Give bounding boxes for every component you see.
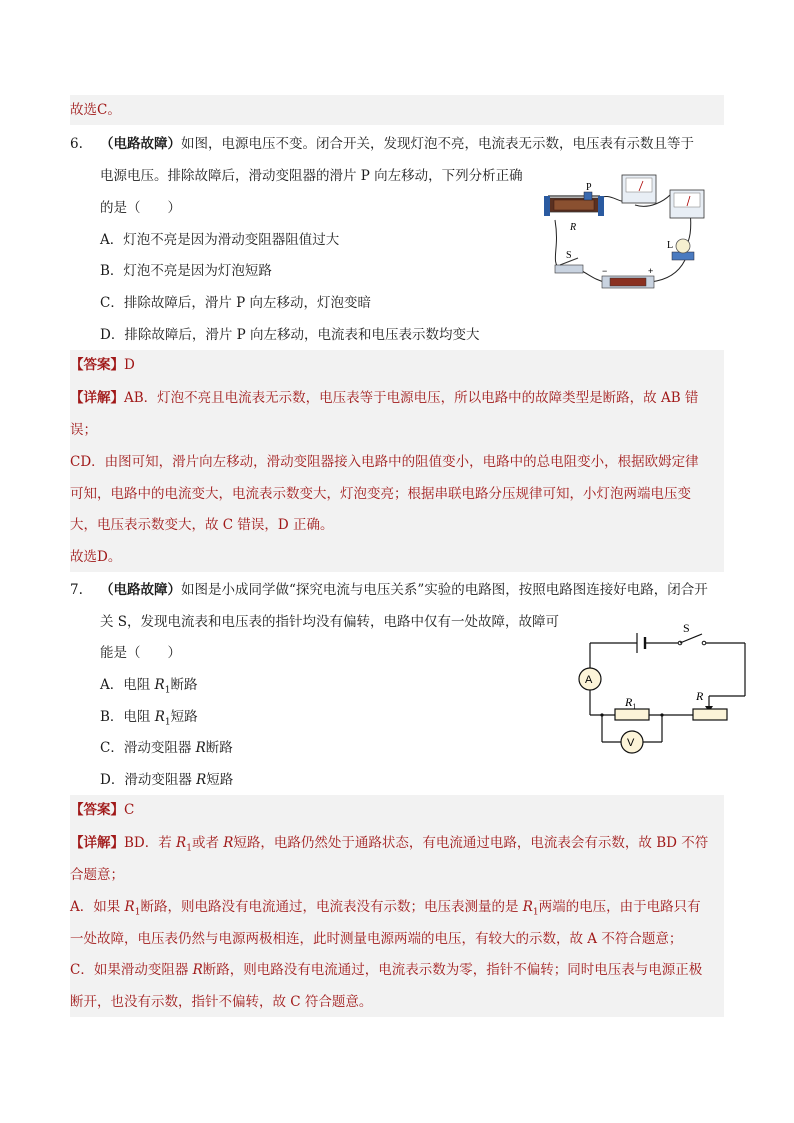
q7-junction: [660, 713, 663, 716]
q7-stem-line2: 关 S，发现电流表和电压表的指针均没有偏转，电路中仅有一处故障，故障可: [100, 614, 560, 630]
q6-label-plus: +: [648, 266, 654, 276]
q6-wire: [555, 220, 560, 270]
q6-answer: [70, 355, 135, 375]
q7-d2-t2: 断路，则电路没有电流通过，电流表没有示数；电压表测量的是: [140, 899, 523, 915]
q7-d3-v1: R: [192, 962, 203, 978]
q7-number: 7.: [70, 582, 83, 598]
q6-battery: [610, 278, 646, 286]
q6-option-d: D．排除故障后，滑片 P 向左移动，电流表和电压表示数均变大: [100, 327, 480, 343]
q7-detail-line5: [70, 960, 702, 980]
q6-option-a: A．灯泡不亮是因为滑动变阻器阻值过大: [100, 232, 340, 248]
q7-label-v: V: [627, 737, 635, 749]
q7-rheostat: [693, 709, 727, 720]
q6-detail-line4: 可知，电路中的电流变大，电流表示数变大，灯泡变亮；根据串联电路分压规律可知，小灯泡两端电压变: [70, 486, 691, 502]
q7-d1-t2: 或者: [191, 835, 224, 851]
q7-option-a-sub: 1: [164, 685, 171, 696]
q6-detail-line2: 误；: [70, 422, 97, 438]
q7-junction: [600, 713, 603, 716]
q6-rheostat-coil: [554, 200, 594, 210]
q7-switch-contact: [702, 641, 706, 645]
q7-d2-v1: R: [124, 899, 135, 915]
q7-d2-t1: A．如果: [70, 899, 125, 915]
q6-option-b: B．灯泡不亮是因为灯泡短路: [100, 263, 272, 279]
top-conclusion: 故选C。: [70, 102, 121, 118]
q7-detail-line3: [70, 897, 701, 923]
q7-label-r1-sub: 1: [632, 702, 637, 711]
q7-d1-t3: 短路，电路仍然处于通路状态，有电流通过电路，电流表会有示数，故 BD 不符: [233, 835, 709, 851]
q6-label-l: L: [667, 240, 674, 251]
q6-detail-line3: CD．由图可知，滑片向左移动，滑动变阻器接入电路中的阻值变小，电路中的总电阻变小，根据欧姆定律: [70, 454, 699, 470]
q6-rheostat-end-left: [544, 196, 550, 216]
q6-detail-1a: AB．灯泡不亮且电流表无示数，电压表等于电源电压，所以电路中的故障类型是断路，故 AB 错: [124, 390, 699, 406]
q7-stem-line3: 能是（ ）: [100, 645, 181, 661]
q7-option-a-var: R: [154, 677, 165, 693]
q7-answer-value: C: [124, 802, 135, 818]
q7-detail-line1: [70, 833, 708, 859]
q7-circuit-figure: [575, 620, 750, 760]
q6-stem-line2: 电源电压。排除故障后，滑动变阻器的滑片 P 向左移动，下列分析正确: [100, 168, 523, 184]
q7-d2-v2: R: [522, 899, 533, 915]
q6-option-c: C．排除故障后，滑片 P 向左移动，灯泡变暗: [100, 295, 371, 311]
q7-stem-text1: 如图是小成同学做“探究电流与电压关系”实验的电路图，按照电路图连接好电路，闭合开: [181, 582, 708, 598]
q6-rheostat-end-right: [598, 196, 604, 216]
q7-detail-line4: 一处故障，电压表仍然与电源两极相连，此时测量电源两端的电压，有较大的示数，故 A 不符合题意；: [70, 931, 683, 947]
q7-label-a: A: [585, 674, 593, 686]
q7-option-a-pre: A．电阻: [100, 677, 155, 693]
q7-d1-v2: R: [223, 835, 234, 851]
q7-answer-label: 【答案】: [70, 802, 124, 818]
q6-stem-line3: 的是（ ）: [100, 200, 181, 216]
q7-detail-label: 【详解】: [70, 835, 124, 851]
q7-option-c: [100, 738, 233, 758]
q7-stem-line1: [100, 580, 708, 600]
q7-option-b-post: 短路: [170, 709, 198, 725]
q7-label-r1: $R_1$: [625, 695, 637, 711]
answer-block-top: [70, 95, 724, 125]
q7-option-b-sub: 1: [164, 717, 171, 728]
q7-d1-v1: R: [176, 835, 187, 851]
q6-bulb: [676, 239, 690, 253]
q6-circuit-figure: [540, 170, 720, 295]
q6-tag: （电路故障）: [100, 136, 181, 152]
q7-d1-s1: 1: [186, 843, 192, 854]
q7-option-b-var: R: [154, 709, 165, 725]
q6-detail-line5: 大，电压表示数变大，故 C 错误，D 正确。: [70, 517, 334, 533]
q7-option-a: [100, 675, 197, 701]
q6-number: 6.: [70, 136, 83, 152]
q7-tag: （电路故障）: [100, 582, 181, 598]
q7-d3-t2: 断路，则电路没有电流通过，电流表示数为零，指针不偏转；同时电压表与电源正极: [202, 962, 703, 978]
q7-switch-blade: [680, 634, 702, 643]
q7-option-d-post: 短路: [206, 772, 234, 788]
q7-option-d-var: R: [196, 772, 207, 788]
q7-detail-line2: 合题意；: [70, 867, 124, 883]
q6-voltmeter-face: [626, 178, 652, 192]
q7-option-c-var: R: [195, 740, 206, 756]
q6-switch-base: [555, 265, 583, 273]
q7-option-d-pre: D．滑动变阻器: [100, 772, 197, 788]
q6-label-p: P: [586, 182, 592, 193]
q6-rheostat-slider: [584, 192, 592, 200]
q7-label-r: R: [696, 689, 704, 703]
q6-stem-text1: 如图，电源电压不变。闭合开关，发现灯泡不亮，电流表无示数，电压表有示数且等于: [181, 136, 694, 152]
q6-detail-label: 【详解】: [70, 390, 124, 406]
q7-detail-line6: 断开，也没有示数，指针不偏转，故 C 符合题意。: [70, 994, 373, 1010]
q6-answer-value: D: [124, 357, 135, 373]
q7-d2-t3: 两端的电压，由于电路只有: [538, 899, 701, 915]
q7-answer: [70, 800, 134, 820]
q7-option-a-post: 断路: [170, 677, 198, 693]
q6-detail-line1: [70, 388, 698, 408]
q7-d1-t1: BD．若: [124, 835, 177, 851]
q6-wire: [650, 260, 685, 282]
q7-label-s: S: [683, 621, 690, 635]
q7-d2-s2: 1: [532, 907, 539, 918]
q7-option-c-pre: C．滑动变阻器: [100, 740, 196, 756]
q6-conclusion: 故选D。: [70, 549, 122, 565]
q7-option-d: [100, 770, 233, 790]
q6-label-minus: −: [602, 266, 608, 276]
q6-stem-line1: [100, 134, 694, 154]
q6-label-s: S: [566, 250, 572, 261]
q7-option-b: [100, 707, 198, 733]
q7-d3-t1: C．如果滑动变阻器: [70, 962, 193, 978]
q6-label-r: R: [570, 222, 577, 233]
q6-answer-label: 【答案】: [70, 357, 124, 373]
q7-option-c-post: 断路: [205, 740, 233, 756]
q7-option-b-pre: B．电阻: [100, 709, 155, 725]
q7-d2-s1: 1: [134, 907, 141, 918]
